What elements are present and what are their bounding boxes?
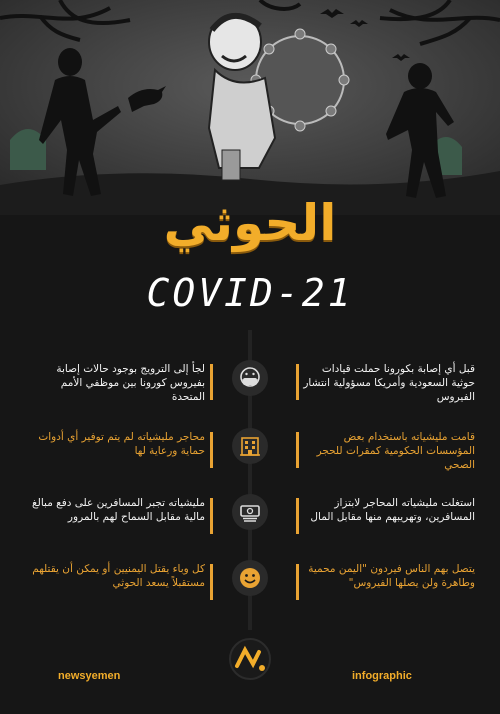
row-2-left-bar (210, 432, 213, 468)
info-row-1 (0, 356, 500, 426)
footer-label: infographic (352, 670, 412, 682)
row-3-left-text: مليشياته تجبر المسافرين على دفع مبالغ مالية مقابل السماح لهم بالمرور (32, 497, 205, 523)
row-2-left-text: محاجر مليشياته لم يتم توفير أي أدوات حماية ورعاية لها (38, 431, 205, 457)
hero-illustration (0, 0, 500, 215)
row-4-left-bar (210, 564, 213, 600)
newsyemen-logo-icon (225, 636, 275, 682)
row-4-right-bar (296, 564, 299, 600)
row-3-left-bar (210, 498, 213, 534)
info-row-3 (0, 490, 500, 560)
row-1-left-bar (210, 364, 213, 400)
row-1-right-text: قبل أي إصابة بكورونا حملت قيادات حوثية السعودية وأمريكا مسؤولية انتشار الفيروس (303, 363, 475, 403)
row-4-right-text: يتصل بهم الناس فيردون "اليمن محمية وطاهرة ولن يصلها الفيروس" (308, 563, 475, 589)
title-english: COVID-21 (146, 271, 354, 315)
row-1-left-text: لجأ إلى الترويج بوجود حالات إصابة بفيروس كورونا بين موظفي الأمم المتحدة (56, 363, 205, 403)
row-2-right-bar (296, 432, 299, 468)
masked-face-icon (232, 360, 268, 396)
title-arabic: الحوثي (163, 194, 337, 252)
row-1-right-bar (296, 364, 299, 400)
smiley-icon (232, 560, 268, 596)
info-row-4 (0, 556, 500, 626)
money-icon (232, 494, 268, 530)
info-row-2 (0, 424, 500, 494)
row-2-right-text: قامت مليشياته باستخدام بعض المؤسسات الحكومية كمقرات للحجر الصحي (316, 431, 475, 471)
row-3-right-text: استغلت مليشياته المحاجر لابتزاز المسافرين، وتهريبهم منها مقابل المال (310, 497, 475, 523)
zombie-scene-illustration (0, 0, 500, 215)
building-icon (232, 428, 268, 464)
footer-brand: newsyemen (58, 670, 121, 682)
row-3-right-bar (296, 498, 299, 534)
row-4-left-text: كل وباء يقتل اليمنيين أو يمكن أن يقتلهم مستقبلاً يسعد الحوثي (32, 563, 205, 589)
